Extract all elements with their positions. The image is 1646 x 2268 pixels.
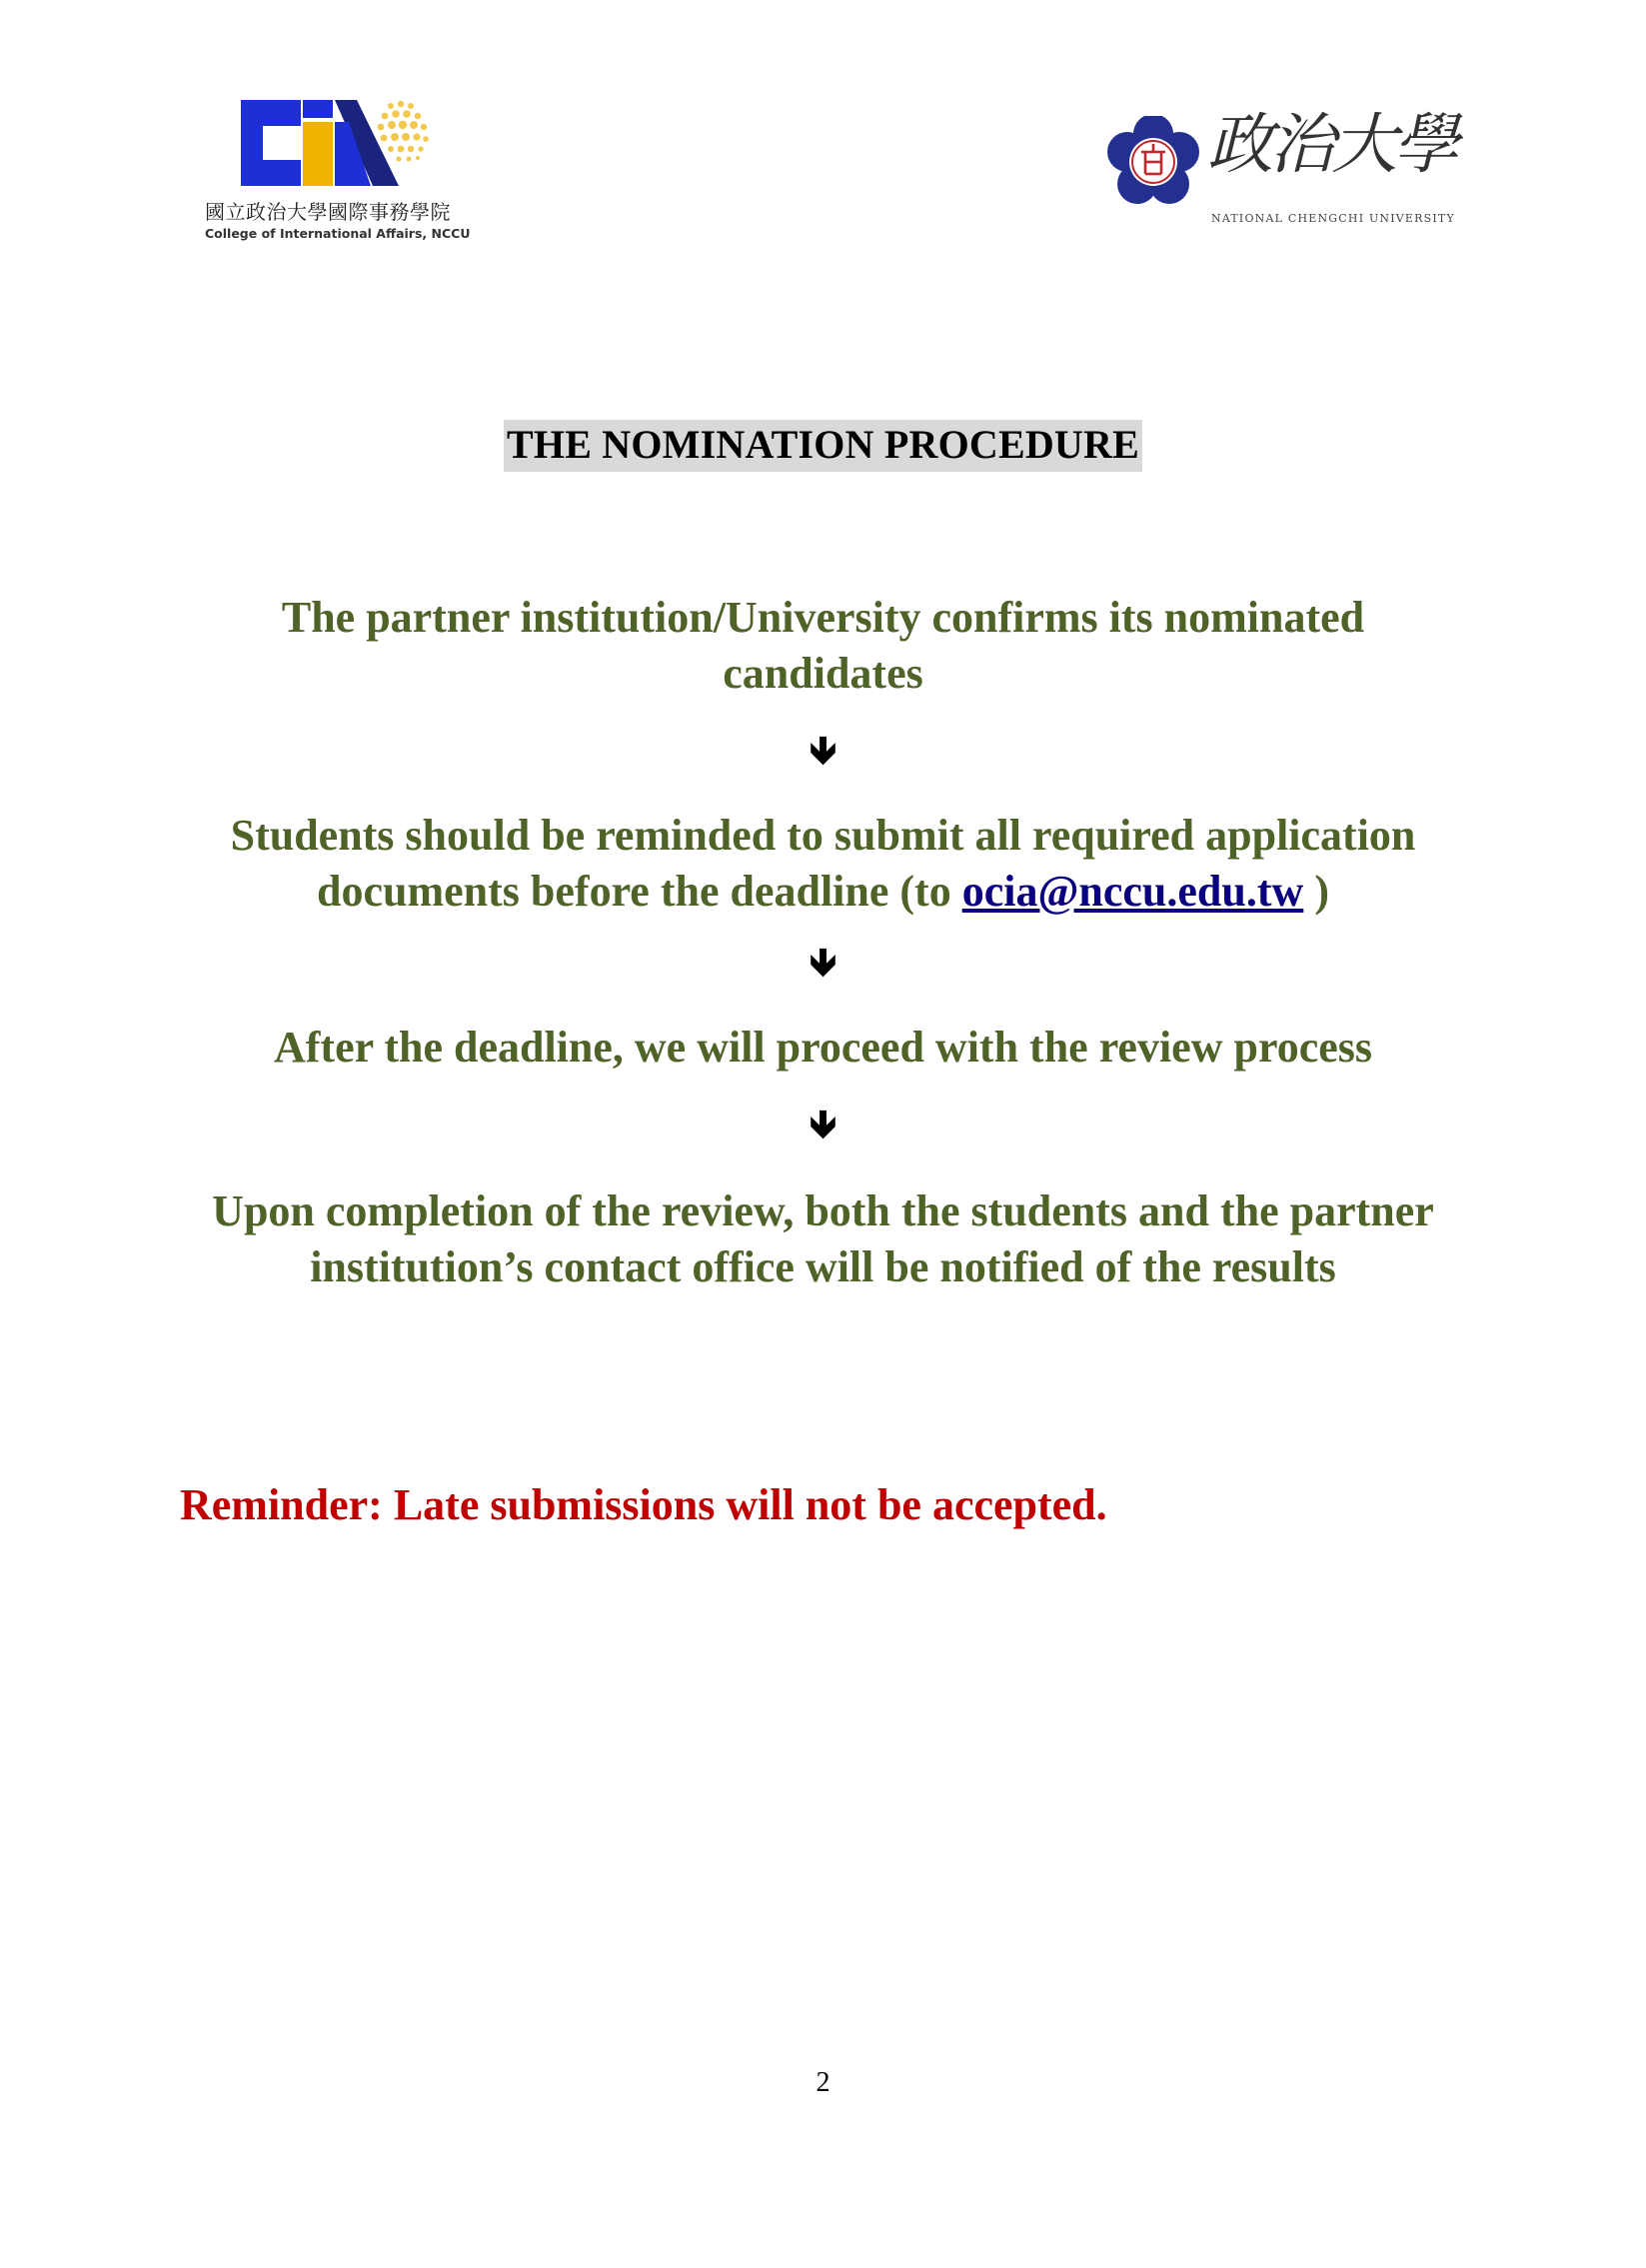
email-link[interactable]: ocia@nccu.edu.tw: [961, 867, 1304, 916]
nccu-name-en: NATIONAL CHENGCHI UNIVERSITY: [1211, 212, 1455, 225]
step-4-line-1: Upon completion of the review, both the students and the partner: [212, 1186, 1434, 1235]
step-3: [150, 1020, 1496, 1076]
step-2-line-2: [150, 864, 1496, 920]
nccu-calligraphy: 政治大學: [1207, 106, 1455, 183]
step-2: [150, 808, 1496, 920]
arrow-down-icon: 🡻: [809, 728, 837, 772]
step-1: [150, 590, 1496, 702]
step-1-line-2: candidates: [723, 649, 923, 698]
reminder-text: Reminder: Late submissions will not be accepted.: [180, 1480, 1107, 1529]
step-2-line-2-suffix: ): [1303, 867, 1329, 916]
heading-wrap: [0, 420, 1646, 472]
cia-name-cn: 國立政治大學國際事務學院: [205, 200, 451, 224]
step-1-line-1: The partner institution/University confirms its nominated: [281, 593, 1365, 642]
cia-logo-icon: [241, 92, 441, 192]
step-3-line-1: After the deadline, we will proceed with the review process: [273, 1023, 1372, 1072]
cia-name-en: College of International Affairs, NCCU: [205, 226, 471, 241]
arrow-down-icon: 🡻: [809, 940, 837, 984]
page-number: 2: [816, 2067, 830, 2098]
arrow-down-icon: 🡻: [809, 1102, 837, 1145]
page-title: THE NOMINATION PROCEDURE: [504, 420, 1142, 472]
step-2-line-1: Students should be reminded to submit all required application: [230, 811, 1416, 860]
step-2-line-2-prefix: documents before the deadline (to: [317, 867, 962, 916]
cia-logo: [205, 92, 485, 252]
nccu-seal-icon: [1107, 116, 1199, 208]
step-4: [150, 1183, 1496, 1295]
step-4-line-2: institution’s contact office will be notified of the results: [310, 1242, 1336, 1291]
nccu-logo: [1107, 106, 1455, 232]
